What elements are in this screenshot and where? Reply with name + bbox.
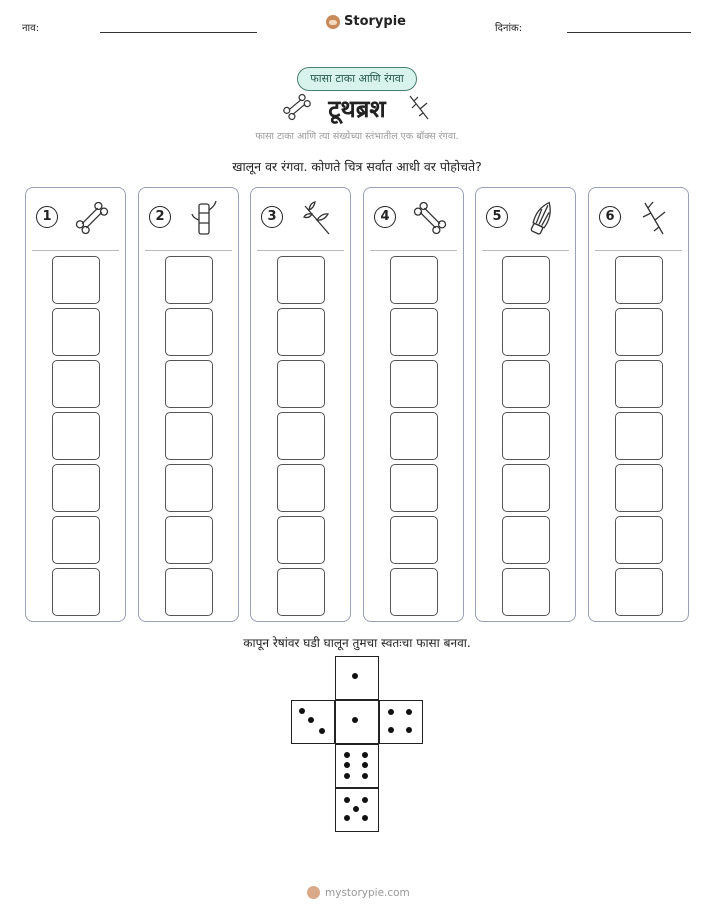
dice-pip — [344, 797, 350, 803]
color-box[interactable] — [390, 516, 438, 564]
color-box[interactable] — [277, 256, 325, 304]
color-box[interactable] — [615, 568, 663, 616]
column-number: 6 — [599, 206, 621, 228]
color-box[interactable] — [502, 568, 550, 616]
dice-pip — [362, 815, 368, 821]
column-divider — [595, 250, 682, 251]
column-divider — [32, 250, 119, 251]
color-box[interactable] — [165, 412, 213, 460]
column-divider — [257, 250, 344, 251]
color-box[interactable] — [615, 412, 663, 460]
box-stack — [52, 256, 100, 620]
dice-pip — [319, 728, 325, 734]
color-box[interactable] — [52, 516, 100, 564]
twig-icon — [635, 198, 675, 238]
box-stack — [390, 256, 438, 620]
column-number: 3 — [261, 206, 283, 228]
dice-pip — [308, 717, 314, 723]
color-box[interactable] — [52, 256, 100, 304]
dice-pip — [352, 717, 358, 723]
dice-pip — [362, 773, 368, 779]
color-box[interactable] — [277, 360, 325, 408]
color-box[interactable] — [615, 516, 663, 564]
bear-icon — [326, 15, 340, 29]
dice-face — [335, 788, 379, 832]
column-3 — [250, 187, 351, 622]
color-box[interactable] — [165, 464, 213, 512]
dice-pip — [362, 797, 368, 803]
dice-pip — [388, 709, 394, 715]
activity-pill: फासा टाका आणि रंगवा — [297, 67, 417, 91]
page-subtitle: फासा टाका आणि त्या संख्येच्या स्तंभातील एक बॉक्स रंगवा. — [255, 131, 459, 142]
dice-face — [335, 744, 379, 788]
box-stack — [277, 256, 325, 620]
color-box[interactable] — [277, 412, 325, 460]
bear-icon — [307, 886, 320, 899]
color-box[interactable] — [502, 412, 550, 460]
dice-pip — [362, 762, 368, 768]
dice-pip — [352, 673, 358, 679]
column-number: 4 — [374, 206, 396, 228]
dice-pip — [388, 727, 394, 733]
column-1 — [25, 187, 126, 622]
twig-icon — [404, 92, 434, 122]
color-box[interactable] — [165, 516, 213, 564]
date-label: दिनांक: — [495, 23, 523, 34]
dice-pip — [344, 752, 350, 758]
color-box[interactable] — [615, 464, 663, 512]
name-label: नाव: — [22, 23, 40, 34]
name-line[interactable] — [100, 32, 257, 33]
color-box[interactable] — [502, 256, 550, 304]
dice-face — [379, 700, 423, 744]
brand-name: Storypie — [344, 14, 406, 29]
column-divider — [145, 250, 232, 251]
column-6 — [588, 187, 689, 622]
color-box[interactable] — [277, 308, 325, 356]
color-box[interactable] — [390, 360, 438, 408]
color-box[interactable] — [52, 568, 100, 616]
color-box[interactable] — [165, 360, 213, 408]
column-number: 1 — [36, 206, 58, 228]
color-box[interactable] — [165, 256, 213, 304]
color-box[interactable] — [390, 568, 438, 616]
color-instruction: खालून वर रंगवा. कोणते चित्र सर्वात आधी वर पोहोचते? — [232, 159, 482, 174]
color-box[interactable] — [165, 308, 213, 356]
brush-head-icon — [522, 198, 562, 238]
dice-face — [335, 656, 379, 700]
color-box[interactable] — [615, 256, 663, 304]
color-box[interactable] — [390, 412, 438, 460]
color-box[interactable] — [502, 464, 550, 512]
box-stack — [615, 256, 663, 620]
dice-pip — [362, 752, 368, 758]
color-box[interactable] — [277, 516, 325, 564]
box-stack — [502, 256, 550, 620]
column-divider — [370, 250, 457, 251]
color-box[interactable] — [52, 360, 100, 408]
dice-pip — [299, 708, 305, 714]
footer-site: mystorypie.com — [325, 886, 410, 899]
date-line[interactable] — [567, 32, 691, 33]
box-stack — [165, 256, 213, 620]
color-box[interactable] — [502, 308, 550, 356]
column-5 — [475, 187, 576, 622]
color-box[interactable] — [52, 308, 100, 356]
color-box[interactable] — [390, 464, 438, 512]
page-title: टूथब्रश — [328, 95, 386, 123]
color-box[interactable] — [277, 568, 325, 616]
color-box[interactable] — [615, 308, 663, 356]
dice-face — [335, 700, 379, 744]
color-box[interactable] — [502, 360, 550, 408]
column-divider — [482, 250, 569, 251]
dice-pip — [406, 709, 412, 715]
bone-icon — [72, 198, 112, 238]
color-box[interactable] — [52, 412, 100, 460]
dice-pip — [344, 815, 350, 821]
color-box[interactable] — [165, 568, 213, 616]
color-box[interactable] — [615, 360, 663, 408]
color-box[interactable] — [502, 516, 550, 564]
column-number: 2 — [149, 206, 171, 228]
column-4 — [363, 187, 464, 622]
color-box[interactable] — [390, 256, 438, 304]
dice-pip — [344, 773, 350, 779]
bone-icon — [410, 198, 450, 238]
color-box[interactable] — [52, 464, 100, 512]
dice-instruction: कापून रेषांवर घडी घालून तुमचा स्वतःचा फासा बनवा. — [243, 636, 471, 650]
column-2 — [138, 187, 239, 622]
leafy-twig-icon — [297, 198, 337, 238]
dice-face — [291, 700, 335, 744]
color-box[interactable] — [277, 464, 325, 512]
dice-pip — [406, 727, 412, 733]
color-box[interactable] — [390, 308, 438, 356]
dice-pip — [353, 806, 359, 812]
brand-logo — [326, 14, 406, 29]
footer — [307, 886, 410, 899]
dice-pip — [344, 762, 350, 768]
column-number: 5 — [486, 206, 508, 228]
bamboo-icon — [185, 198, 225, 238]
